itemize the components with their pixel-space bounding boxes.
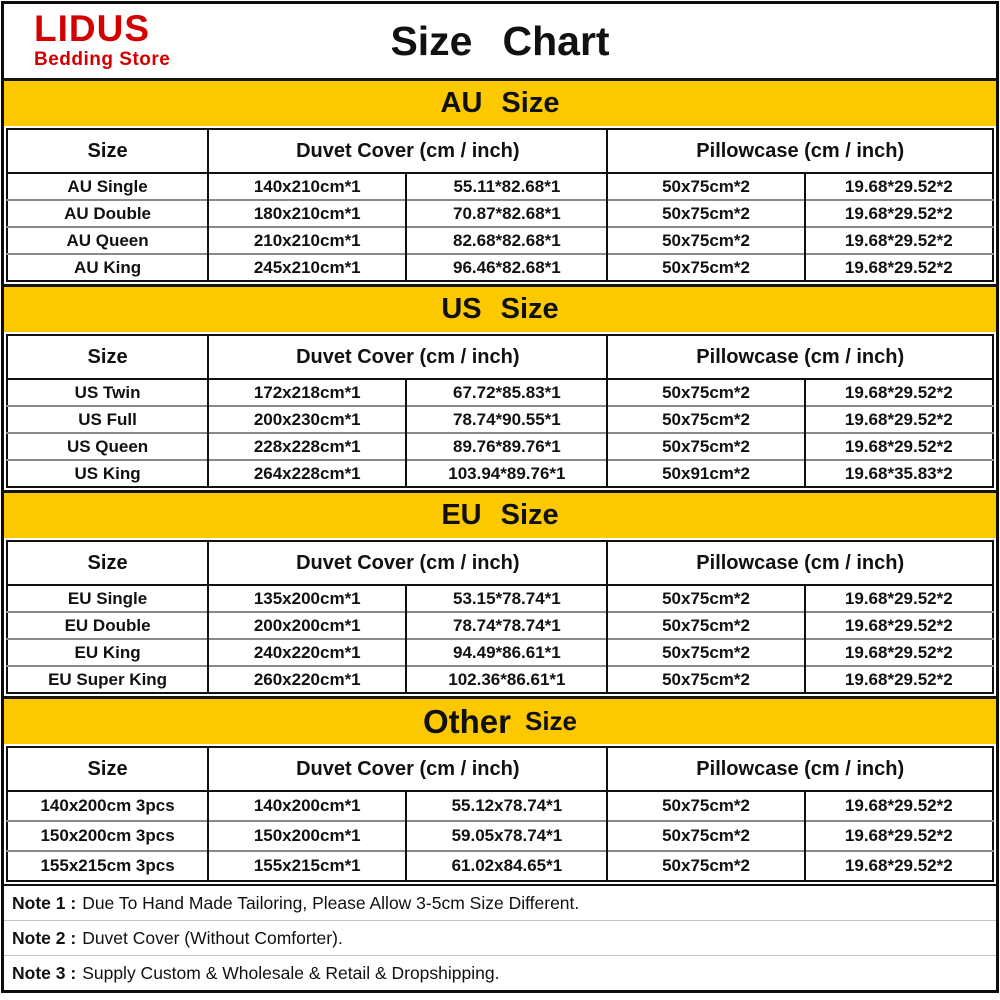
banner-other-size-word: Size bbox=[524, 706, 578, 736]
page-title bbox=[4, 18, 996, 65]
notes-footer bbox=[4, 884, 996, 990]
duvet-in-cell: 82.68*82.68*1 bbox=[406, 227, 607, 254]
pillow-in-cell: 19.68*29.52*2 bbox=[805, 666, 993, 693]
pillow-in-cell: 19.68*29.52*2 bbox=[805, 851, 993, 881]
size-cell: EU Single bbox=[7, 585, 208, 612]
duvet-in-cell: 61.02x84.65*1 bbox=[406, 851, 607, 881]
size-cell: US Twin bbox=[7, 379, 208, 406]
pillow-cm-cell: 50x91cm*2 bbox=[607, 460, 804, 487]
title-word-1: Size bbox=[390, 18, 473, 64]
pillow-cm-cell: 50x75cm*2 bbox=[607, 406, 804, 433]
pillow-in-cell: 19.68*29.52*2 bbox=[805, 406, 993, 433]
pillow-cm-cell: 50x75cm*2 bbox=[607, 821, 804, 851]
col-header-duvet-cover: Duvet Cover (cm / inch) bbox=[208, 129, 607, 173]
col-header-duvet-cover: Duvet Cover (cm / inch) bbox=[208, 747, 607, 791]
size-chart-sheet bbox=[1, 1, 999, 993]
col-header-pillowcase: Pillowcase (cm / inch) bbox=[607, 129, 993, 173]
col-header-duvet-cover: Duvet Cover (cm / inch) bbox=[208, 335, 607, 379]
duvet-in-cell: 67.72*85.83*1 bbox=[406, 379, 607, 406]
duvet-in-cell: 59.05x78.74*1 bbox=[406, 821, 607, 851]
note-2 bbox=[4, 920, 996, 955]
duvet-cm-cell: 172x218cm*1 bbox=[208, 379, 406, 406]
table-row bbox=[7, 406, 993, 433]
size-cell: AU Queen bbox=[7, 227, 208, 254]
pillow-cm-cell: 50x75cm*2 bbox=[607, 666, 804, 693]
size-cell: EU Double bbox=[7, 612, 208, 639]
table-row bbox=[7, 433, 993, 460]
duvet-cm-cell: 155x215cm*1 bbox=[208, 851, 406, 881]
table-row bbox=[7, 791, 993, 821]
duvet-in-cell: 55.12x78.74*1 bbox=[406, 791, 607, 821]
note-3-label: Note 3 : bbox=[12, 962, 77, 983]
section-banner-us bbox=[4, 284, 996, 332]
duvet-in-cell: 89.76*89.76*1 bbox=[406, 433, 607, 460]
size-cell: EU King bbox=[7, 639, 208, 666]
table-row bbox=[7, 227, 993, 254]
banner-eu-size-word: Size bbox=[500, 499, 559, 531]
col-header-size: Size bbox=[7, 335, 208, 379]
pillow-cm-cell: 50x75cm*2 bbox=[607, 379, 804, 406]
table-row bbox=[7, 379, 993, 406]
table-row bbox=[7, 851, 993, 881]
pillow-cm-cell: 50x75cm*2 bbox=[607, 639, 804, 666]
section-banner-eu bbox=[4, 490, 996, 538]
pillow-cm-cell: 50x75cm*2 bbox=[607, 612, 804, 639]
table-header-row bbox=[7, 335, 993, 379]
duvet-cm-cell: 245x210cm*1 bbox=[208, 254, 406, 281]
table-row bbox=[7, 460, 993, 487]
note-1-label: Note 1 : bbox=[12, 892, 77, 913]
duvet-in-cell: 103.94*89.76*1 bbox=[406, 460, 607, 487]
pillow-in-cell: 19.68*29.52*2 bbox=[805, 254, 993, 281]
duvet-cm-cell: 140x210cm*1 bbox=[208, 173, 406, 200]
pillow-in-cell: 19.68*29.52*2 bbox=[805, 200, 993, 227]
page-header bbox=[4, 4, 996, 78]
duvet-in-cell: 94.49*86.61*1 bbox=[406, 639, 607, 666]
pillow-in-cell: 19.68*29.52*2 bbox=[805, 379, 993, 406]
note-2-label: Note 2 : bbox=[12, 927, 77, 948]
duvet-cm-cell: 200x200cm*1 bbox=[208, 612, 406, 639]
size-table-other bbox=[6, 746, 994, 882]
col-header-pillowcase: Pillowcase (cm / inch) bbox=[607, 335, 993, 379]
pillow-in-cell: 19.68*29.52*2 bbox=[805, 585, 993, 612]
col-header-size: Size bbox=[7, 747, 208, 791]
table-row bbox=[7, 173, 993, 200]
size-cell: US King bbox=[7, 460, 208, 487]
duvet-cm-cell: 200x230cm*1 bbox=[208, 406, 406, 433]
table-header-row bbox=[7, 541, 993, 585]
pillow-in-cell: 19.68*29.52*2 bbox=[805, 821, 993, 851]
duvet-cm-cell: 228x228cm*1 bbox=[208, 433, 406, 460]
col-header-size: Size bbox=[7, 129, 208, 173]
size-table-au bbox=[6, 128, 994, 282]
size-table-eu bbox=[6, 540, 994, 694]
banner-us-size-word: Size bbox=[500, 293, 559, 325]
col-header-pillowcase: Pillowcase (cm / inch) bbox=[607, 541, 993, 585]
pillow-cm-cell: 50x75cm*2 bbox=[607, 173, 804, 200]
note-3-text: Supply Custom & Wholesale & Retail & Dropshipping. bbox=[82, 962, 500, 983]
col-header-pillowcase: Pillowcase (cm / inch) bbox=[607, 747, 993, 791]
size-cell: AU King bbox=[7, 254, 208, 281]
banner-eu-region: EU bbox=[441, 499, 482, 531]
note-2-text: Duvet Cover (Without Comforter). bbox=[82, 927, 343, 948]
pillow-in-cell: 19.68*29.52*2 bbox=[805, 639, 993, 666]
pillow-in-cell: 19.68*35.83*2 bbox=[805, 460, 993, 487]
table-row bbox=[7, 200, 993, 227]
size-table-us bbox=[6, 334, 994, 488]
banner-au-region: AU bbox=[440, 87, 483, 119]
pillow-in-cell: 19.68*29.52*2 bbox=[805, 173, 993, 200]
pillow-in-cell: 19.68*29.52*2 bbox=[805, 791, 993, 821]
table-row bbox=[7, 639, 993, 666]
brand-name: LIDUS bbox=[34, 8, 150, 49]
pillow-in-cell: 19.68*29.52*2 bbox=[805, 227, 993, 254]
duvet-cm-cell: 210x210cm*1 bbox=[208, 227, 406, 254]
pillow-cm-cell: 50x75cm*2 bbox=[607, 585, 804, 612]
section-banner-other bbox=[4, 696, 996, 744]
duvet-cm-cell: 180x210cm*1 bbox=[208, 200, 406, 227]
table-row bbox=[7, 612, 993, 639]
table-header-row bbox=[7, 129, 993, 173]
pillow-cm-cell: 50x75cm*2 bbox=[607, 200, 804, 227]
size-cell: US Full bbox=[7, 406, 208, 433]
duvet-in-cell: 96.46*82.68*1 bbox=[406, 254, 607, 281]
note-1-text: Due To Hand Made Tailoring, Please Allow 3-5cm Size Different. bbox=[82, 892, 580, 913]
size-cell: 150x200cm 3pcs bbox=[7, 821, 208, 851]
note-1 bbox=[4, 886, 996, 920]
size-cell: 140x200cm 3pcs bbox=[7, 791, 208, 821]
banner-other-region: Other bbox=[422, 702, 511, 740]
duvet-in-cell: 102.36*86.61*1 bbox=[406, 666, 607, 693]
duvet-cm-cell: 140x200cm*1 bbox=[208, 791, 406, 821]
title-word-2: Chart bbox=[502, 18, 610, 64]
duvet-in-cell: 78.74*78.74*1 bbox=[406, 612, 607, 639]
note-3 bbox=[4, 955, 996, 990]
size-cell: US Queen bbox=[7, 433, 208, 460]
pillow-in-cell: 19.68*29.52*2 bbox=[805, 612, 993, 639]
pillow-cm-cell: 50x75cm*2 bbox=[607, 433, 804, 460]
pillow-cm-cell: 50x75cm*2 bbox=[607, 851, 804, 881]
brand-tagline: Bedding Store bbox=[34, 49, 171, 70]
size-cell: AU Single bbox=[7, 173, 208, 200]
pillow-cm-cell: 50x75cm*2 bbox=[607, 254, 804, 281]
table-header-row bbox=[7, 747, 993, 791]
pillow-cm-cell: 50x75cm*2 bbox=[607, 791, 804, 821]
duvet-in-cell: 55.11*82.68*1 bbox=[406, 173, 607, 200]
pillow-cm-cell: 50x75cm*2 bbox=[607, 227, 804, 254]
duvet-in-cell: 78.74*90.55*1 bbox=[406, 406, 607, 433]
duvet-cm-cell: 135x200cm*1 bbox=[208, 585, 406, 612]
duvet-cm-cell: 240x220cm*1 bbox=[208, 639, 406, 666]
size-cell: 155x215cm 3pcs bbox=[7, 851, 208, 881]
duvet-cm-cell: 260x220cm*1 bbox=[208, 666, 406, 693]
section-banner-au bbox=[4, 78, 996, 126]
duvet-cm-cell: 264x228cm*1 bbox=[208, 460, 406, 487]
size-cell: AU Double bbox=[7, 200, 208, 227]
col-header-duvet-cover: Duvet Cover (cm / inch) bbox=[208, 541, 607, 585]
table-row bbox=[7, 585, 993, 612]
duvet-in-cell: 53.15*78.74*1 bbox=[406, 585, 607, 612]
size-cell: EU Super King bbox=[7, 666, 208, 693]
duvet-in-cell: 70.87*82.68*1 bbox=[406, 200, 607, 227]
table-row bbox=[7, 821, 993, 851]
duvet-cm-cell: 150x200cm*1 bbox=[208, 821, 406, 851]
col-header-size: Size bbox=[7, 541, 208, 585]
table-row bbox=[7, 666, 993, 693]
table-row bbox=[7, 254, 993, 281]
pillow-in-cell: 19.68*29.52*2 bbox=[805, 433, 993, 460]
banner-au-size-word: Size bbox=[501, 87, 560, 119]
banner-us-region: US bbox=[441, 293, 482, 325]
